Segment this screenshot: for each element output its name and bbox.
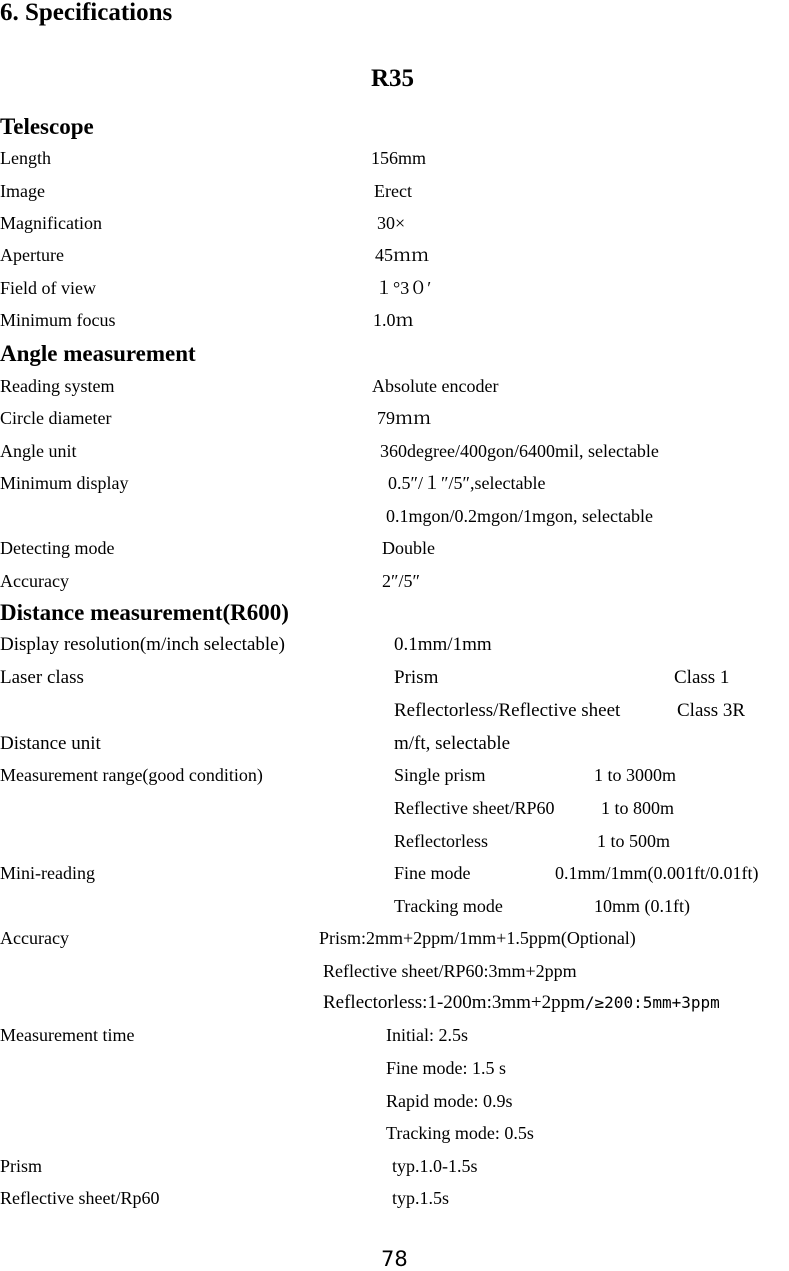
spec-value: 45ｍｍ xyxy=(375,245,429,265)
spec-label: Aperture xyxy=(0,245,64,265)
spec-value: typ.1.5s xyxy=(392,1188,450,1208)
spec-label: Circle diameter xyxy=(0,408,112,428)
spec-value: Initial: 2.5s xyxy=(386,1025,468,1045)
spec-value: 1.0ｍ xyxy=(373,310,414,330)
spec-label: Reflective sheet/Rp60 xyxy=(0,1188,160,1208)
spec-value: Reflective sheet/RP60:3mm+2ppm xyxy=(323,961,577,981)
spec-value: Reflectorless:1-200m:3mm+2ppm xyxy=(323,992,585,1013)
spec-item: Reflectorless/Reflective sheet xyxy=(394,700,621,721)
spec-label: Accuracy xyxy=(0,571,69,591)
spec-label: Distance unit xyxy=(0,733,101,754)
spec-label: Laser class xyxy=(0,667,84,688)
spec-label: Angle unit xyxy=(0,441,77,461)
spec-label: Measurement time xyxy=(0,1025,135,1045)
section-title: 6. Specifications xyxy=(0,0,173,26)
spec-item: Fine mode xyxy=(394,863,471,883)
distance-heading: Distance measurement(R600) xyxy=(0,600,289,625)
spec-value: Absolute encoder xyxy=(372,376,499,396)
spec-label: Length xyxy=(0,148,51,168)
spec-value: 10mm (0.1ft) xyxy=(594,896,690,916)
spec-value: 30× xyxy=(377,213,406,233)
spec-value: 1 to 500m xyxy=(597,831,671,851)
spec-item: Reflective sheet/RP60 xyxy=(394,798,555,818)
spec-label: Magnification xyxy=(0,213,102,233)
spec-value: 79ｍｍ xyxy=(377,408,431,428)
spec-value-reflectorless xyxy=(323,993,720,1012)
spec-value: 360degree/400gon/6400mil, selectable xyxy=(380,441,659,461)
spec-value: 1 to 800m xyxy=(601,798,675,818)
spec-value: Prism:2mm+2ppm/1mm+1.5ppm(Optional) xyxy=(319,928,636,948)
spec-label: Display resolution(m/inch selectable) xyxy=(0,634,285,655)
spec-label: Reading system xyxy=(0,376,115,396)
spec-label: Minimum focus xyxy=(0,310,116,330)
spec-item: Prism xyxy=(394,667,439,688)
spec-value: Rapid mode: 0.9s xyxy=(386,1091,513,1111)
spec-label: Mini-reading xyxy=(0,863,95,883)
spec-value: 1 to 3000m xyxy=(594,765,677,785)
spec-value: 0.1mm/1mm(0.001ft/0.01ft) xyxy=(555,863,759,883)
spec-value: m/ft, selectable xyxy=(394,733,511,754)
telescope-heading: Telescope xyxy=(0,114,94,139)
spec-value: 0.1mgon/0.2mgon/1mgon, selectable xyxy=(386,506,653,526)
spec-value: 0.1mm/1mm xyxy=(394,634,492,655)
spec-label: Image xyxy=(0,181,45,201)
angle-heading: Angle measurement xyxy=(0,341,196,366)
spec-value: １°3０′ xyxy=(375,278,432,298)
spec-value: Class 1 xyxy=(674,667,730,688)
spec-label: Accuracy xyxy=(0,928,69,948)
model-title: R35 xyxy=(371,65,415,92)
spec-value: 156mm xyxy=(371,148,427,168)
spec-value: Double xyxy=(382,538,435,558)
spec-item: Reflectorless xyxy=(394,831,488,851)
spec-label: Measurement range(good condition) xyxy=(0,765,263,785)
spec-value: Erect xyxy=(374,181,412,201)
spec-value: typ.1.0-1.5s xyxy=(392,1156,478,1176)
spec-value: Class 3R xyxy=(677,700,746,721)
spec-value: Fine mode: 1.5 s xyxy=(386,1058,506,1078)
spec-value: 0.5″/１″/5″,selectable xyxy=(388,473,546,493)
spec-label: Detecting mode xyxy=(0,538,115,558)
spec-value: Tracking mode: 0.5s xyxy=(386,1123,534,1143)
spec-label: Field of view xyxy=(0,278,96,298)
spec-item: Single prism xyxy=(394,765,486,785)
spec-label: Minimum display xyxy=(0,473,129,493)
spec-item: Tracking mode xyxy=(394,896,503,916)
page-number: 78 xyxy=(381,1247,408,1271)
spec-value: 2″/5″ xyxy=(382,571,420,591)
spec-label: Prism xyxy=(0,1156,43,1176)
spec-value: /≥200:5mm+3ppm xyxy=(584,993,720,1012)
